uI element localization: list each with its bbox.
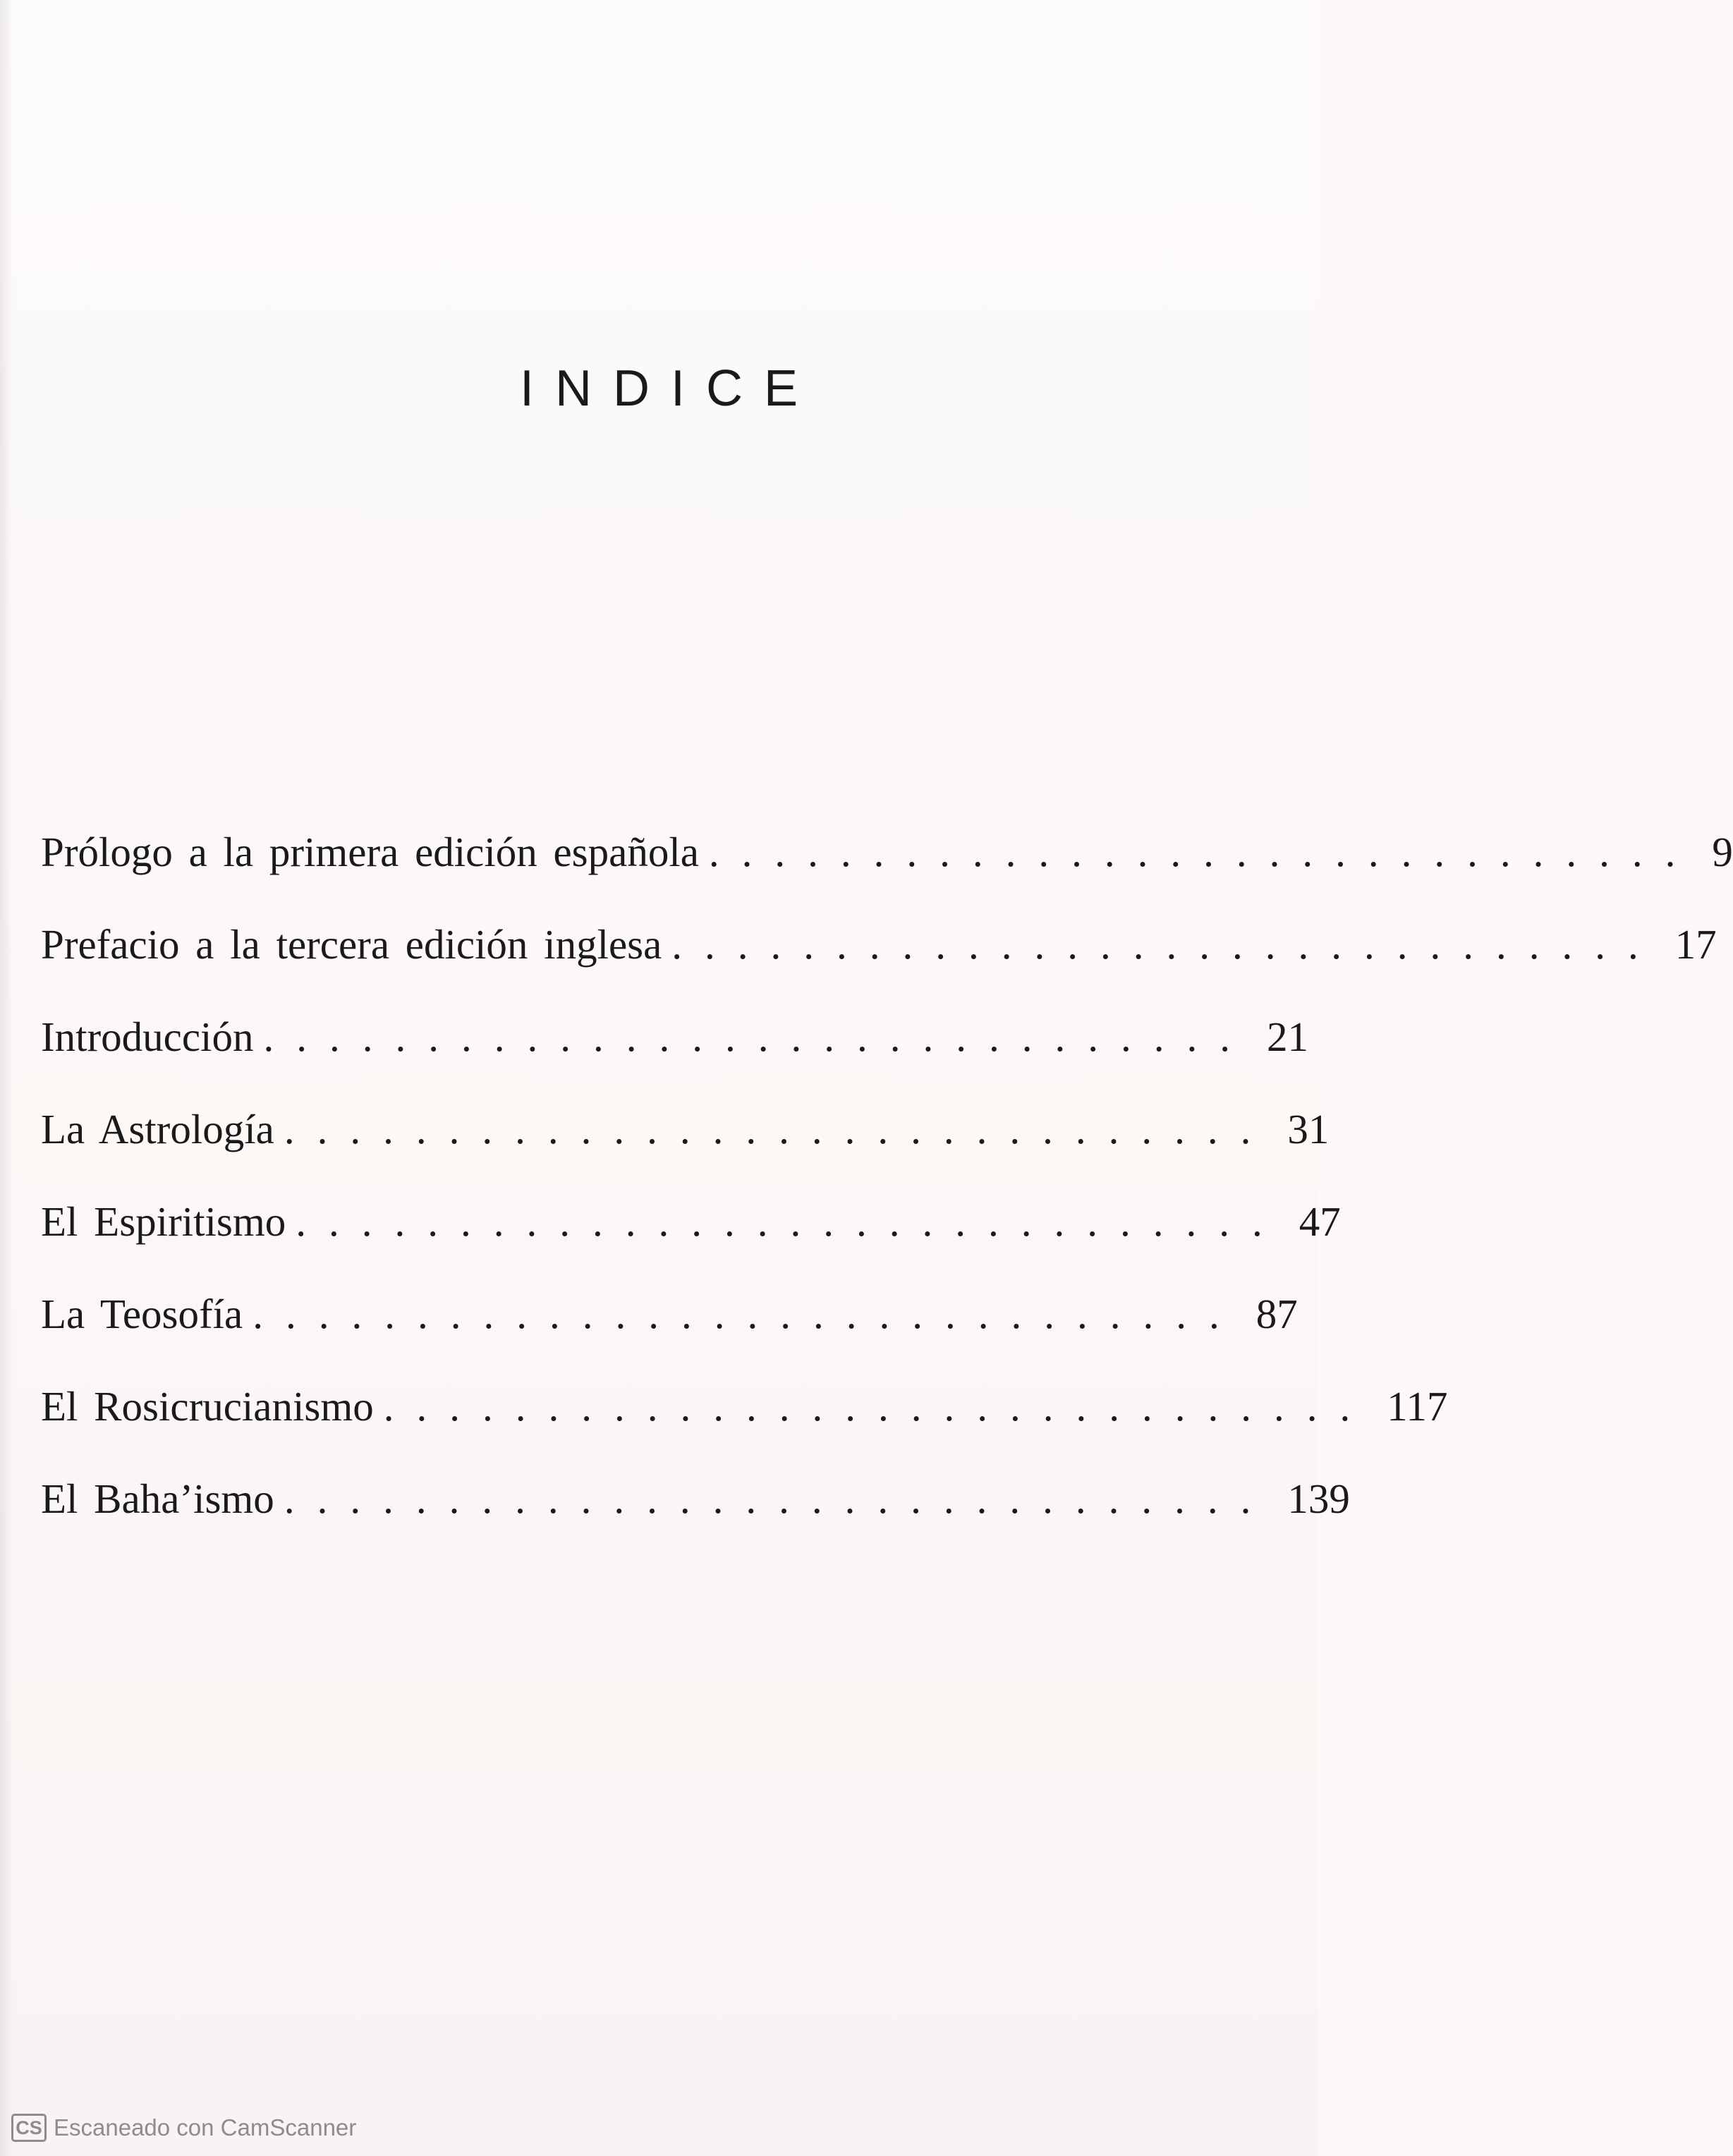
toc-entry [41, 1010, 1308, 1102]
toc-leader-dots: .............................. [671, 921, 1661, 968]
toc-entry [41, 825, 1733, 918]
page-edge-shadow [0, 0, 13, 2156]
toc-entry-title: El Rosicrucianismo [41, 1383, 374, 1430]
toc-leader-dots: .............................. [263, 1013, 1253, 1060]
toc-entry-title: Introducción [41, 1013, 254, 1060]
page-title: INDICE [519, 360, 820, 418]
camscanner-logo-icon: CS [11, 2114, 47, 2142]
toc-entry [41, 1380, 1448, 1472]
scanner-watermark [11, 2112, 356, 2143]
toc-leader-dots: .............................. [708, 829, 1698, 875]
toc-entry [41, 1195, 1341, 1287]
table-of-contents [41, 825, 1733, 1564]
toc-entry-title: El Espiritismo [41, 1198, 286, 1245]
toc-entry-page: 47 [1299, 1198, 1341, 1245]
toc-entry-title: El Baha’ismo [41, 1475, 274, 1522]
toc-entry [41, 918, 1717, 1010]
toc-entry-page: 117 [1387, 1383, 1448, 1430]
toc-leader-dots: .............................. [383, 1383, 1373, 1430]
toc-leader-dots: .............................. [253, 1291, 1242, 1337]
watermark-label: Escaneado con CamScanner [54, 2114, 357, 2140]
toc-entry-page: 21 [1266, 1013, 1308, 1060]
toc-entry [41, 1472, 1350, 1564]
toc-leader-dots: .............................. [284, 1106, 1274, 1152]
toc-entry-page: 17 [1674, 921, 1717, 968]
toc-entry-title: La Astrología [41, 1106, 274, 1152]
toc-entry-page: 31 [1287, 1106, 1330, 1152]
toc-leader-dots: .............................. [296, 1198, 1285, 1245]
toc-entry-page: 9 [1712, 829, 1733, 875]
toc-entry-page: 139 [1287, 1475, 1350, 1522]
toc-entry [41, 1287, 1298, 1380]
toc-leader-dots: .............................. [284, 1475, 1274, 1522]
toc-entry [41, 1102, 1330, 1195]
toc-entry-title: Prólogo a la primera edición española [41, 829, 699, 875]
toc-entry-page: 87 [1255, 1291, 1298, 1337]
toc-entry-title: La Teosofía [41, 1291, 243, 1337]
toc-entry-title: Prefacio a la tercera edición inglesa [41, 921, 662, 968]
